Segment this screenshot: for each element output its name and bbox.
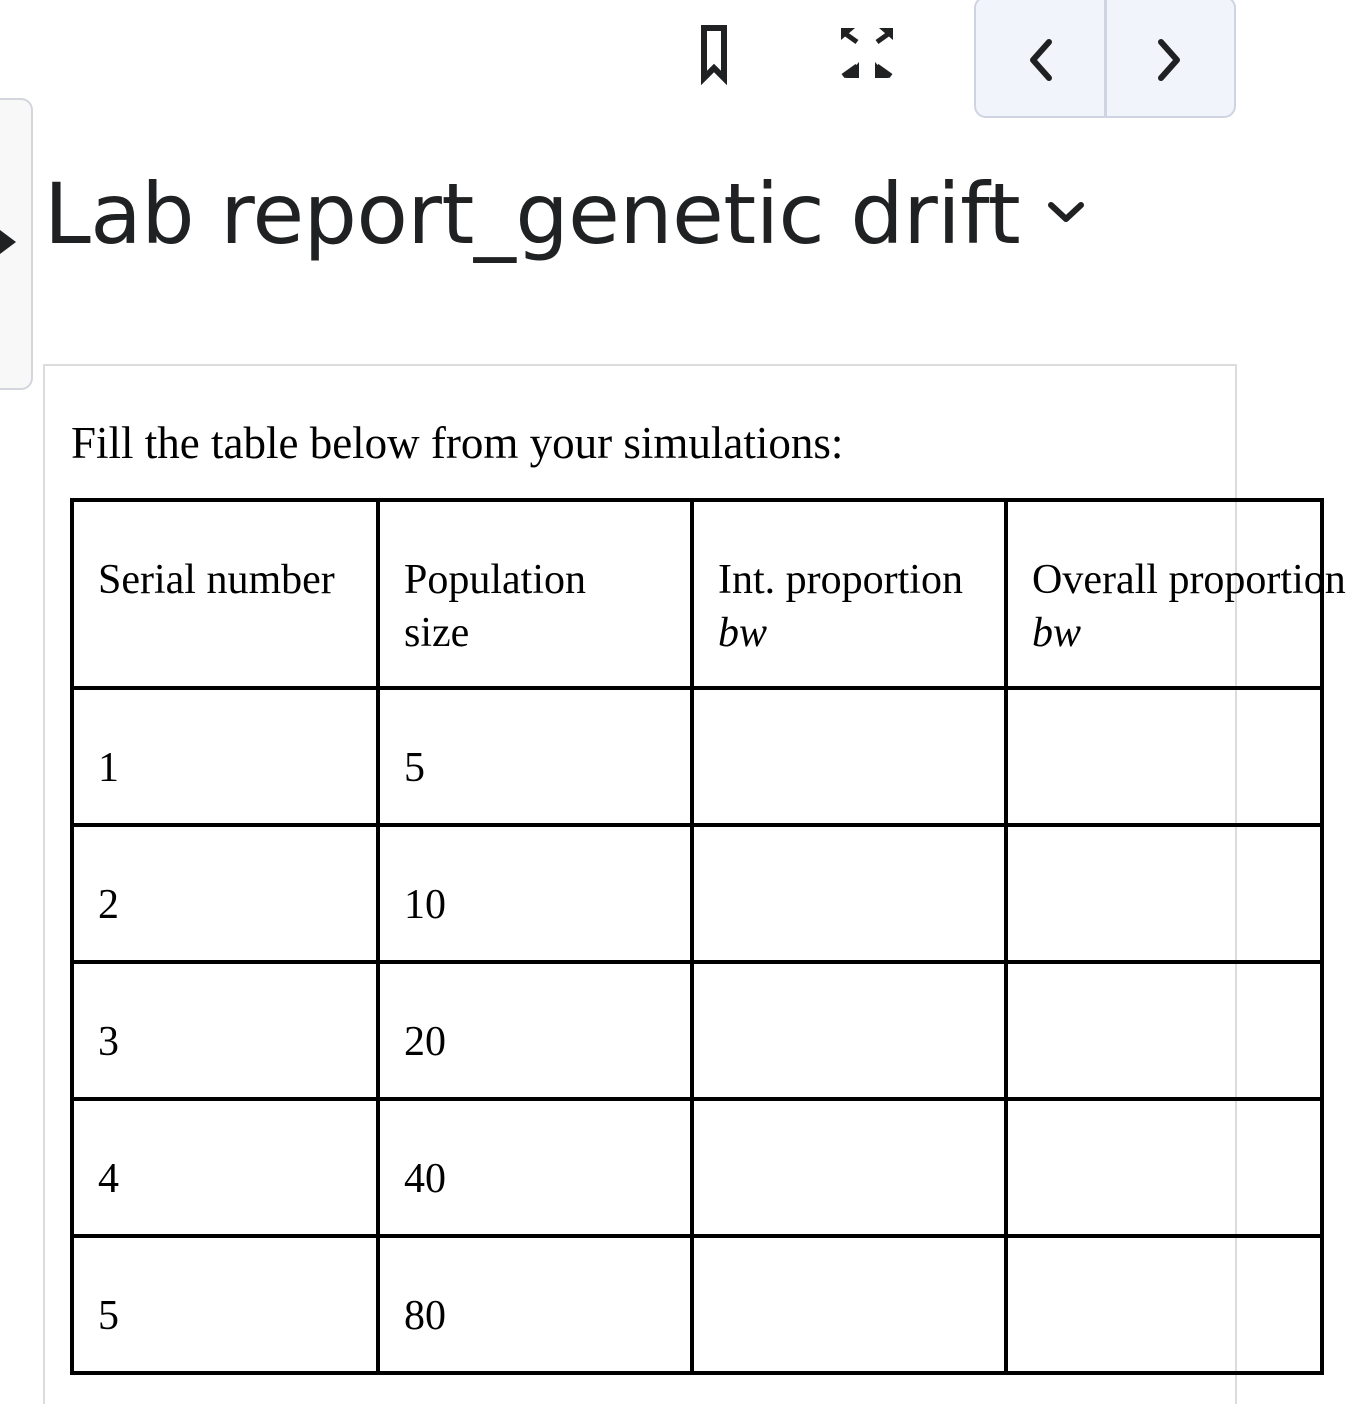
table-cell[interactable]	[1006, 825, 1322, 962]
previous-button[interactable]	[976, 0, 1104, 116]
table-cell: 1	[72, 688, 378, 825]
chevron-down-icon	[1046, 199, 1086, 225]
header-unit: bw	[718, 610, 768, 656]
table-row	[72, 1236, 1322, 1373]
header-label: Overall proportion	[1032, 557, 1346, 603]
page-title: Lab report_genetic drift	[44, 165, 1021, 263]
table-cell: 5	[378, 688, 692, 825]
table-cell[interactable]	[1006, 1236, 1322, 1373]
table-cell[interactable]	[692, 688, 1006, 825]
header-cell-population-size	[378, 500, 692, 688]
table-cell: 5	[72, 1236, 378, 1373]
results-table	[70, 498, 1346, 1375]
header-cell-serial-number	[72, 500, 378, 688]
caret-right-icon	[0, 230, 16, 254]
table-cell: 20	[378, 962, 692, 1099]
table-row	[72, 825, 1322, 962]
table-cell: 2	[72, 825, 378, 962]
bookmark-icon	[700, 24, 728, 84]
table-cell[interactable]	[692, 825, 1006, 962]
table-cell[interactable]	[1006, 1099, 1322, 1236]
header-label: Serial number	[98, 557, 335, 603]
table-cell[interactable]	[1006, 962, 1322, 1099]
header-label-line2: size	[404, 610, 470, 656]
header-unit: bw	[1032, 610, 1082, 656]
header-cell-int-proportion	[692, 500, 1006, 688]
table-cell: 10	[378, 825, 692, 962]
table-row	[72, 1099, 1322, 1236]
header-cell-overall-proportion	[1006, 500, 1346, 688]
fullscreen-icon	[837, 26, 897, 82]
table-cell: 80	[378, 1236, 692, 1373]
page-navigation	[974, 0, 1236, 118]
table-cell: 4	[72, 1099, 378, 1236]
title-menu-button[interactable]	[1040, 192, 1092, 232]
next-button[interactable]	[1104, 0, 1235, 116]
table-cell: 40	[378, 1099, 692, 1236]
table-row	[72, 962, 1322, 1099]
bookmark-button[interactable]	[688, 22, 740, 86]
table-cell[interactable]	[692, 962, 1006, 1099]
content-frame	[43, 364, 1346, 1404]
fullscreen-button[interactable]	[834, 24, 900, 84]
table-cell[interactable]	[1006, 688, 1322, 825]
table-cell: 3	[72, 962, 378, 1099]
chevron-left-icon	[1025, 38, 1055, 82]
header-label: Population	[404, 557, 587, 603]
chevron-right-icon	[1155, 38, 1185, 82]
instruction-text: Fill the table below from your simulations:	[71, 418, 844, 468]
table-cell[interactable]	[692, 1236, 1006, 1373]
table-header-row	[72, 500, 1322, 688]
header-label: Int. proportion	[718, 557, 963, 603]
side-panel-toggle[interactable]	[0, 98, 33, 390]
table-cell[interactable]	[692, 1099, 1006, 1236]
table-row	[72, 688, 1322, 825]
